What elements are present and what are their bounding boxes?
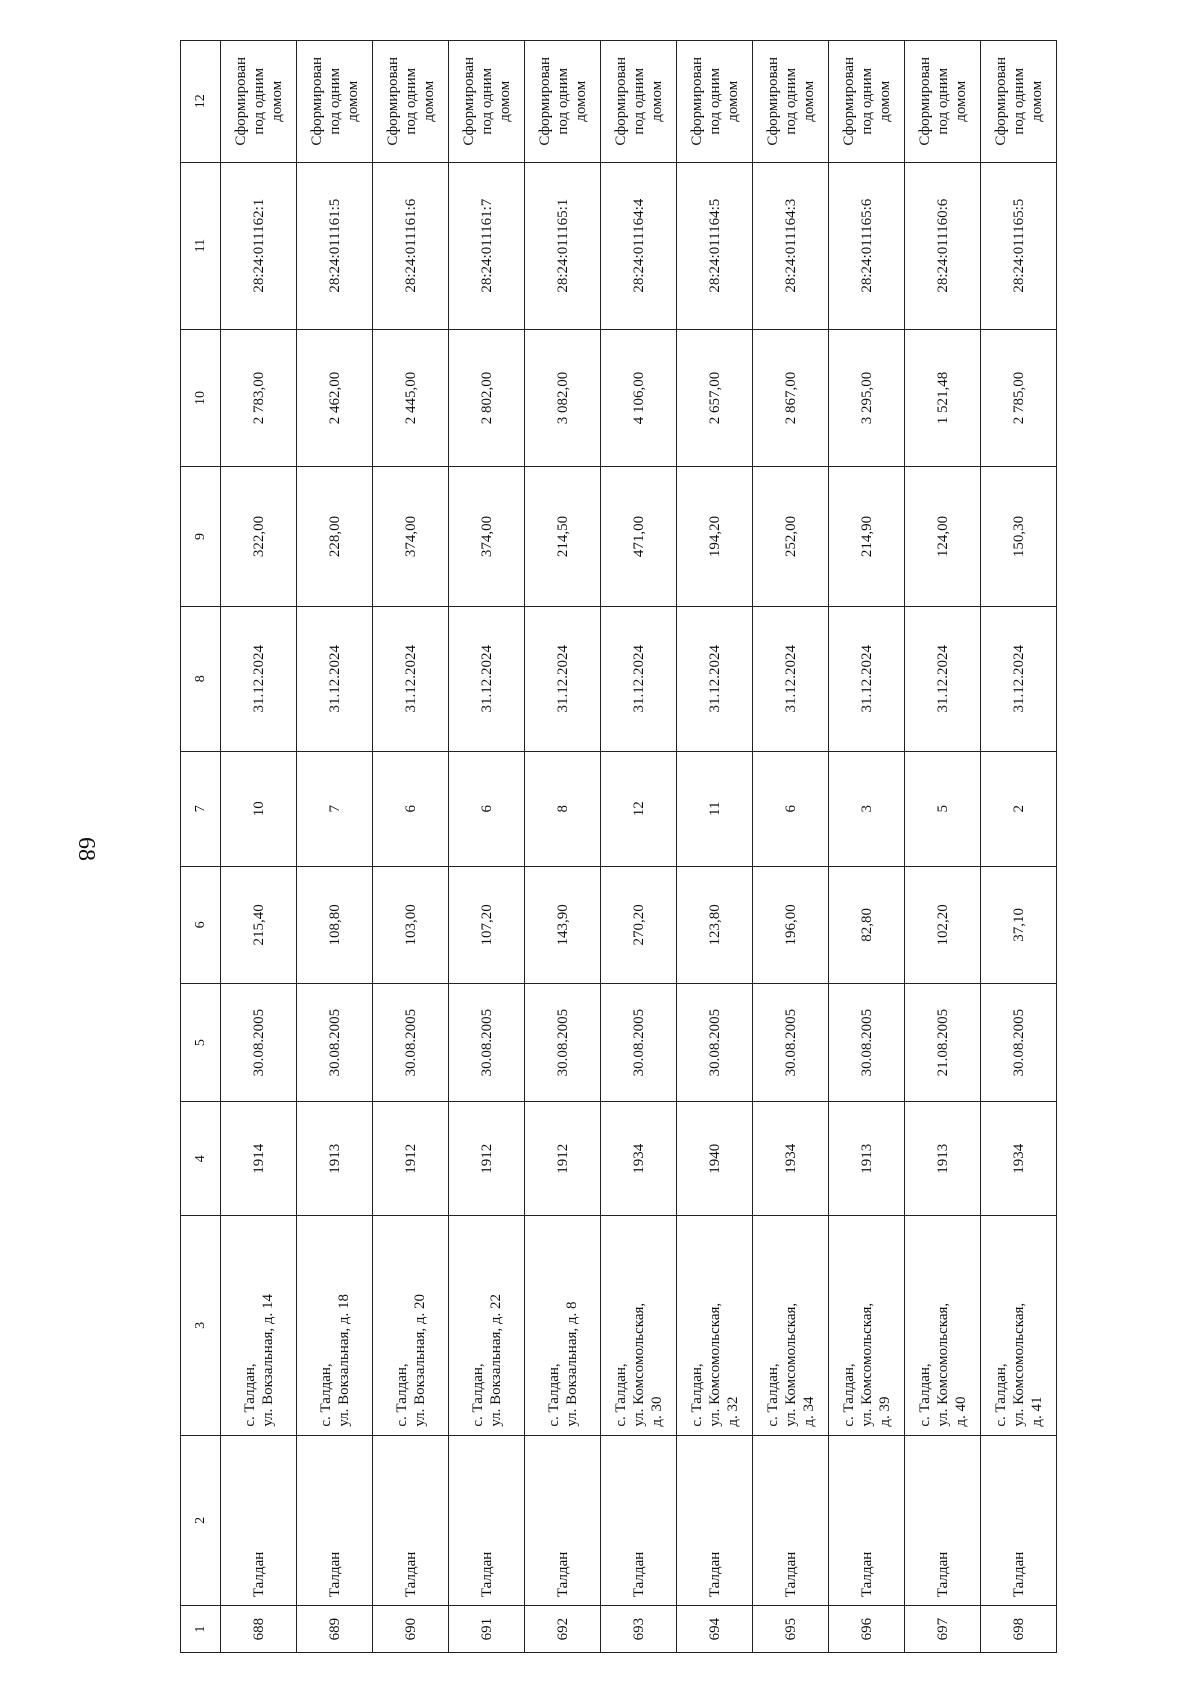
count-cell: 2 xyxy=(981,751,1057,866)
registration-date-cell: 30.08.2005 xyxy=(297,983,373,1101)
page-number: 68 xyxy=(73,837,99,861)
table-row xyxy=(297,41,373,1653)
locality-cell: Талдан xyxy=(829,1435,905,1605)
row-number: 688 xyxy=(221,1606,297,1653)
registration-date-cell: 30.08.2005 xyxy=(525,983,601,1101)
column-9-cell: 194,20 xyxy=(677,467,753,607)
table-row xyxy=(525,41,601,1653)
column-9-cell: 124,00 xyxy=(905,467,981,607)
status-cell: Сформирован под одним домом xyxy=(905,41,981,163)
row-number: 689 xyxy=(297,1606,373,1653)
table-row xyxy=(221,41,297,1653)
row-number: 696 xyxy=(829,1606,905,1653)
year-cell: 1912 xyxy=(373,1102,449,1216)
column-header-6: 6 xyxy=(181,866,221,983)
address-cell: с. Талдан, ул. Комсомольская, д. 39 xyxy=(829,1216,905,1435)
registration-date-cell: 30.08.2005 xyxy=(981,983,1057,1101)
area-cell: 37,10 xyxy=(981,866,1057,983)
count-cell: 10 xyxy=(221,751,297,866)
deadline-date-cell: 31.12.2024 xyxy=(373,606,449,751)
locality-cell: Талдан xyxy=(221,1435,297,1605)
locality-cell: Талдан xyxy=(905,1435,981,1605)
area-cell: 103,00 xyxy=(373,866,449,983)
column-10-cell: 3 295,00 xyxy=(829,329,905,466)
deadline-date-cell: 31.12.2024 xyxy=(525,606,601,751)
registration-date-cell: 30.08.2005 xyxy=(677,983,753,1101)
column-header-7: 7 xyxy=(181,751,221,866)
column-10-cell: 2 785,00 xyxy=(981,329,1057,466)
table-body xyxy=(181,41,1057,1653)
column-10-cell: 2 462,00 xyxy=(297,329,373,466)
table-row xyxy=(449,41,525,1653)
cadastral-number-cell: 28:24:011164:3 xyxy=(753,162,829,329)
deadline-date-cell: 31.12.2024 xyxy=(221,606,297,751)
count-cell: 8 xyxy=(525,751,601,866)
locality-cell: Талдан xyxy=(677,1435,753,1605)
count-cell: 12 xyxy=(601,751,677,866)
locality-cell: Талдан xyxy=(753,1435,829,1605)
column-9-cell: 252,00 xyxy=(753,467,829,607)
area-cell: 82,80 xyxy=(829,866,905,983)
cadastral-number-cell: 28:24:011164:4 xyxy=(601,162,677,329)
column-9-cell: 471,00 xyxy=(601,467,677,607)
column-9-cell: 322,00 xyxy=(221,467,297,607)
area-cell: 108,80 xyxy=(297,866,373,983)
table-row xyxy=(753,41,829,1653)
cadastral-number-cell: 28:24:011162:1 xyxy=(221,162,297,329)
locality-cell: Талдан xyxy=(297,1435,373,1605)
row-number: 692 xyxy=(525,1606,601,1653)
count-cell: 6 xyxy=(753,751,829,866)
registration-date-cell: 21.08.2005 xyxy=(905,983,981,1101)
row-number: 694 xyxy=(677,1606,753,1653)
address-cell: с. Талдан, ул. Комсомольская, д. 30 xyxy=(601,1216,677,1435)
area-cell: 102,20 xyxy=(905,866,981,983)
row-number: 691 xyxy=(449,1606,525,1653)
row-number: 697 xyxy=(905,1606,981,1653)
row-number: 695 xyxy=(753,1606,829,1653)
cadastral-number-cell: 28:24:011165:5 xyxy=(981,162,1057,329)
table-header-row xyxy=(181,41,221,1653)
column-10-cell: 2 802,00 xyxy=(449,329,525,466)
cadastral-number-cell: 28:24:011160:6 xyxy=(905,162,981,329)
column-9-cell: 374,00 xyxy=(449,467,525,607)
table-row xyxy=(905,41,981,1653)
status-cell: Сформирован под одним домом xyxy=(601,41,677,163)
area-cell: 215,40 xyxy=(221,866,297,983)
status-cell: Сформирован под одним домом xyxy=(829,41,905,163)
address-cell: с. Талдан, ул. Вокзальная, д. 8 xyxy=(525,1216,601,1435)
table-row xyxy=(981,41,1057,1653)
locality-cell: Талдан xyxy=(525,1435,601,1605)
deadline-date-cell: 31.12.2024 xyxy=(601,606,677,751)
deadline-date-cell: 31.12.2024 xyxy=(297,606,373,751)
cadastral-number-cell: 28:24:011161:6 xyxy=(373,162,449,329)
column-header-5: 5 xyxy=(181,983,221,1101)
address-cell: с. Талдан, ул. Комсомольская, д. 32 xyxy=(677,1216,753,1435)
column-10-cell: 3 082,00 xyxy=(525,329,601,466)
cadastral-number-cell: 28:24:011165:6 xyxy=(829,162,905,329)
count-cell: 7 xyxy=(297,751,373,866)
address-cell: с. Талдан, ул. Комсомольская, д. 34 xyxy=(753,1216,829,1435)
row-number: 693 xyxy=(601,1606,677,1653)
table-row xyxy=(677,41,753,1653)
count-cell: 11 xyxy=(677,751,753,866)
area-cell: 123,80 xyxy=(677,866,753,983)
registration-date-cell: 30.08.2005 xyxy=(829,983,905,1101)
address-cell: с. Талдан, ул. Комсомольская, д. 40 xyxy=(905,1216,981,1435)
deadline-date-cell: 31.12.2024 xyxy=(753,606,829,751)
deadline-date-cell: 31.12.2024 xyxy=(449,606,525,751)
registration-date-cell: 30.08.2005 xyxy=(373,983,449,1101)
year-cell: 1934 xyxy=(981,1102,1057,1216)
column-header-2: 2 xyxy=(181,1435,221,1605)
deadline-date-cell: 31.12.2024 xyxy=(905,606,981,751)
column-10-cell: 1 521,48 xyxy=(905,329,981,466)
address-cell: с. Талдан, ул. Вокзальная, д. 14 xyxy=(221,1216,297,1435)
column-header-3: 3 xyxy=(181,1216,221,1435)
registration-date-cell: 30.08.2005 xyxy=(601,983,677,1101)
status-cell: Сформирован под одним домом xyxy=(373,41,449,163)
column-10-cell: 2 867,00 xyxy=(753,329,829,466)
column-9-cell: 228,00 xyxy=(297,467,373,607)
status-cell: Сформирован под одним домом xyxy=(449,41,525,163)
year-cell: 1913 xyxy=(829,1102,905,1216)
locality-cell: Талдан xyxy=(449,1435,525,1605)
deadline-date-cell: 31.12.2024 xyxy=(829,606,905,751)
year-cell: 1913 xyxy=(297,1102,373,1216)
cadastral-number-cell: 28:24:011164:5 xyxy=(677,162,753,329)
column-header-1: 1 xyxy=(181,1606,221,1653)
row-number: 698 xyxy=(981,1606,1057,1653)
count-cell: 6 xyxy=(373,751,449,866)
column-9-cell: 150,30 xyxy=(981,467,1057,607)
year-cell: 1934 xyxy=(753,1102,829,1216)
address-cell: с. Талдан, ул. Вокзальная, д. 18 xyxy=(297,1216,373,1435)
row-number: 690 xyxy=(373,1606,449,1653)
year-cell: 1912 xyxy=(449,1102,525,1216)
locality-cell: Талдан xyxy=(601,1435,677,1605)
column-10-cell: 2 783,00 xyxy=(221,329,297,466)
cadastral-number-cell: 28:24:011165:1 xyxy=(525,162,601,329)
column-header-8: 8 xyxy=(181,606,221,751)
address-cell: с. Талдан, ул. Комсомольская, д. 41 xyxy=(981,1216,1057,1435)
column-9-cell: 374,00 xyxy=(373,467,449,607)
area-cell: 196,00 xyxy=(753,866,829,983)
locality-cell: Талдан xyxy=(373,1435,449,1605)
year-cell: 1914 xyxy=(221,1102,297,1216)
column-header-12: 12 xyxy=(181,41,221,163)
year-cell: 1934 xyxy=(601,1102,677,1216)
registration-date-cell: 30.08.2005 xyxy=(449,983,525,1101)
address-cell: с. Талдан, ул. Вокзальная, д. 22 xyxy=(449,1216,525,1435)
locality-cell: Талдан xyxy=(981,1435,1057,1605)
deadline-date-cell: 31.12.2024 xyxy=(677,606,753,751)
year-cell: 1940 xyxy=(677,1102,753,1216)
status-cell: Сформирован под одним домом xyxy=(753,41,829,163)
status-cell: Сформирован под одним домом xyxy=(297,41,373,163)
count-cell: 5 xyxy=(905,751,981,866)
column-10-cell: 2 657,00 xyxy=(677,329,753,466)
column-10-cell: 2 445,00 xyxy=(373,329,449,466)
table-row xyxy=(601,41,677,1653)
column-header-9: 9 xyxy=(181,467,221,607)
housing-register-table xyxy=(180,40,1057,1653)
registration-date-cell: 30.08.2005 xyxy=(753,983,829,1101)
area-cell: 143,90 xyxy=(525,866,601,983)
status-cell: Сформирован под одним домом xyxy=(981,41,1057,163)
cadastral-number-cell: 28:24:011161:7 xyxy=(449,162,525,329)
registration-date-cell: 30.08.2005 xyxy=(221,983,297,1101)
table-row xyxy=(829,41,905,1653)
column-9-cell: 214,50 xyxy=(525,467,601,607)
year-cell: 1913 xyxy=(905,1102,981,1216)
rotated-table-wrapper xyxy=(180,40,1053,1653)
table-row xyxy=(373,41,449,1653)
status-cell: Сформирован под одним домом xyxy=(221,41,297,163)
address-cell: с. Талдан, ул. Вокзальная, д. 20 xyxy=(373,1216,449,1435)
status-cell: Сформирован под одним домом xyxy=(677,41,753,163)
column-9-cell: 214,90 xyxy=(829,467,905,607)
count-cell: 3 xyxy=(829,751,905,866)
column-header-10: 10 xyxy=(181,329,221,466)
deadline-date-cell: 31.12.2024 xyxy=(981,606,1057,751)
column-10-cell: 4 106,00 xyxy=(601,329,677,466)
cadastral-number-cell: 28:24:011161:5 xyxy=(297,162,373,329)
column-header-4: 4 xyxy=(181,1102,221,1216)
count-cell: 6 xyxy=(449,751,525,866)
year-cell: 1912 xyxy=(525,1102,601,1216)
area-cell: 107,20 xyxy=(449,866,525,983)
column-header-11: 11 xyxy=(181,162,221,329)
status-cell: Сформирован под одним домом xyxy=(525,41,601,163)
area-cell: 270,20 xyxy=(601,866,677,983)
